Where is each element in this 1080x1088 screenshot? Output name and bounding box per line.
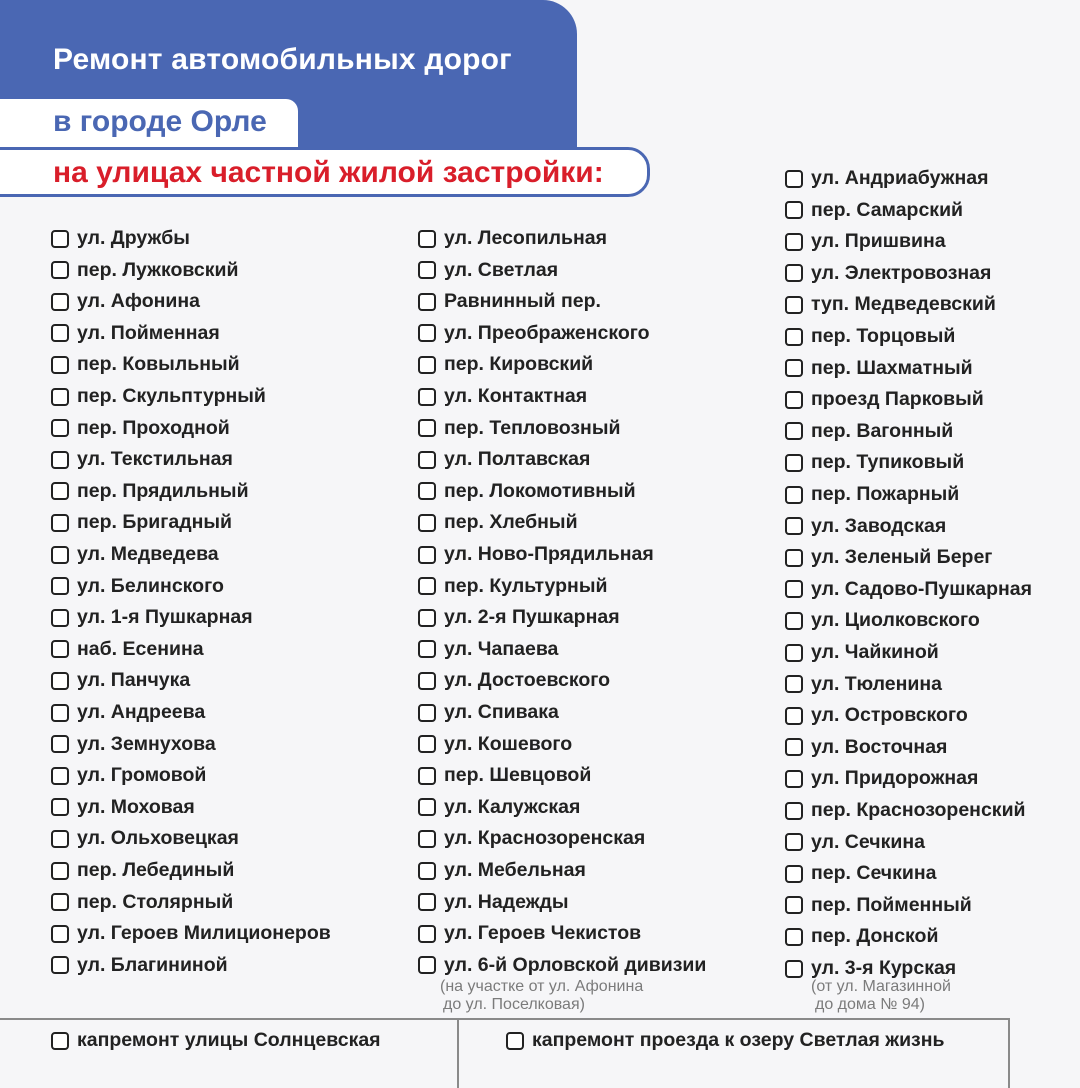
checkbox[interactable]	[51, 388, 69, 406]
street-item[interactable]	[51, 954, 228, 977]
street-item[interactable]	[785, 325, 955, 348]
street-label: ул. Пойменная	[77, 321, 220, 344]
checkbox[interactable]	[51, 672, 69, 690]
checkbox[interactable]	[51, 482, 69, 500]
checkbox[interactable]	[51, 419, 69, 437]
street-item[interactable]	[51, 290, 200, 313]
street-label: пер. Торцовый	[811, 325, 956, 347]
street-label: ул. Сечкина	[811, 830, 925, 853]
street-label: ул. Калужская	[444, 795, 581, 818]
street-item[interactable]	[51, 669, 190, 692]
checkbox[interactable]	[51, 609, 69, 627]
street-label: ул. Афонина	[77, 290, 200, 313]
street-item[interactable]	[785, 293, 996, 316]
street-item[interactable]	[418, 290, 601, 313]
street-label: пер. Прядильный	[77, 479, 249, 502]
checkbox[interactable]	[785, 264, 803, 282]
street-item[interactable]	[418, 480, 636, 503]
street-label: ул. Ново-Прядильная	[444, 543, 654, 565]
checkbox[interactable]	[418, 925, 436, 943]
street-item[interactable]	[51, 891, 233, 914]
street-label: пер. Донской	[811, 925, 939, 948]
checkbox[interactable]	[418, 230, 436, 248]
checkbox[interactable]	[418, 704, 436, 722]
street-item[interactable]	[51, 480, 249, 503]
street-item[interactable]	[51, 922, 331, 945]
street-item[interactable]	[418, 575, 607, 598]
checkbox[interactable]	[51, 1032, 69, 1050]
checkbox[interactable]	[418, 577, 436, 595]
checkbox[interactable]	[51, 893, 69, 911]
street-label: проезд Парковый	[811, 388, 984, 411]
street-item[interactable]	[51, 322, 220, 345]
street-label: ул. Заводская	[811, 514, 947, 537]
street-item[interactable]	[785, 167, 989, 190]
street-label: ул. 3-я Курская	[811, 957, 957, 979]
street-item[interactable]	[51, 606, 253, 629]
street-item[interactable]	[418, 922, 641, 945]
checkbox[interactable]	[51, 293, 69, 311]
checkbox[interactable]	[785, 580, 803, 598]
street-label: ул. Садово-Пушкарная	[811, 577, 1033, 600]
checkbox[interactable]	[418, 767, 436, 785]
street-item[interactable]	[785, 451, 964, 474]
street-label: ул. Лесопильная	[444, 227, 607, 249]
street-item[interactable]	[785, 894, 972, 917]
checkbox[interactable]	[418, 419, 436, 437]
street-item[interactable]	[418, 827, 645, 850]
street-item[interactable]	[418, 954, 706, 977]
street-item[interactable]	[418, 733, 572, 756]
checkbox[interactable]	[418, 640, 436, 658]
street-label: ул. Героев Чекистов	[444, 922, 642, 945]
street-item[interactable]	[785, 515, 946, 538]
street-label: пер. Культурный	[444, 574, 608, 597]
street-item[interactable]	[785, 262, 991, 285]
checkbox[interactable]	[785, 517, 803, 535]
checkbox[interactable]	[51, 324, 69, 342]
street-item[interactable]	[418, 353, 593, 376]
checkbox[interactable]	[785, 486, 803, 504]
checkbox[interactable]	[51, 230, 69, 248]
street-label: ул. Восточная	[811, 735, 948, 758]
street-label: ул. Андриабужная	[811, 167, 989, 189]
street-item[interactable]	[785, 578, 1032, 601]
street-item[interactable]	[51, 511, 232, 534]
checkbox[interactable]	[785, 328, 803, 346]
street-item[interactable]	[785, 641, 939, 664]
checkbox[interactable]	[418, 388, 436, 406]
street-item[interactable]	[785, 609, 980, 632]
street-label: ул. Кошевого	[444, 732, 573, 755]
note-line: (на участке от ул. Афонина	[440, 978, 644, 995]
section-heading: на улицах частной жилой застройки:	[53, 156, 604, 189]
street-label: пер. Скульптурный	[77, 385, 266, 407]
street-label: ул. Надежды	[444, 890, 569, 913]
street-label: ул. Благининой	[77, 953, 228, 976]
checkbox[interactable]	[51, 546, 69, 564]
checkbox[interactable]	[785, 644, 803, 662]
checkbox[interactable]	[785, 770, 803, 788]
street-item[interactable]	[51, 827, 239, 850]
checkbox[interactable]	[418, 893, 436, 911]
checkbox[interactable]	[785, 928, 803, 946]
checkbox[interactable]	[785, 201, 803, 219]
street-item[interactable]	[51, 259, 238, 282]
street-item[interactable]	[51, 448, 233, 471]
street-item[interactable]	[51, 385, 266, 408]
street-item[interactable]	[418, 891, 569, 914]
street-item[interactable]	[418, 638, 558, 661]
checkbox[interactable]	[418, 482, 436, 500]
street-label: ул. Контактная	[444, 385, 588, 407]
checkbox[interactable]	[785, 833, 803, 851]
street-item[interactable]	[418, 448, 590, 471]
checkbox[interactable]	[785, 296, 803, 314]
street-item[interactable]	[785, 483, 959, 506]
street-item[interactable]	[51, 575, 224, 598]
checkbox[interactable]	[51, 514, 69, 532]
checkbox[interactable]	[51, 451, 69, 469]
street-label: ул. Зеленый Берег	[811, 546, 993, 569]
street-item[interactable]	[418, 259, 558, 282]
street-label: ул. Пришвина	[811, 230, 946, 253]
street-label: пер. Краснозоренский	[811, 799, 1026, 821]
checkbox[interactable]	[51, 925, 69, 943]
street-item[interactable]	[418, 322, 650, 345]
street-item[interactable]	[51, 764, 206, 787]
checkbox[interactable]	[51, 862, 69, 880]
capital-repair-label: капремонт проезда к озеру Светлая жизнь	[532, 1029, 945, 1051]
checkbox[interactable]	[418, 798, 436, 816]
street-label: ул. Светлая	[444, 258, 559, 281]
checkbox[interactable]	[785, 422, 803, 440]
street-item[interactable]	[418, 511, 578, 534]
street-label: Равнинный пер.	[444, 290, 601, 313]
street-label: ул. Чайкиной	[811, 641, 939, 663]
note-line: (от ул. Магазинной	[811, 978, 951, 995]
checkbox[interactable]	[785, 675, 803, 693]
street-item[interactable]	[418, 764, 591, 787]
street-label: ул. Моховая	[77, 795, 195, 818]
street-label: ул. Дружбы	[77, 227, 190, 249]
street-item[interactable]	[785, 230, 946, 253]
checkbox[interactable]	[785, 170, 803, 188]
street-label: ул. Спивака	[444, 701, 559, 723]
street-label: ул. Героев Милиционеров	[77, 922, 331, 945]
street-note-3rd-kurskaya	[811, 978, 951, 1014]
street-label: ул. Панчука	[77, 669, 191, 692]
street-label: пер. Самарский	[811, 198, 964, 221]
street-item[interactable]	[418, 606, 620, 629]
checkbox[interactable]	[418, 261, 436, 279]
checkbox[interactable]	[785, 612, 803, 630]
street-item[interactable]	[418, 417, 620, 440]
checkbox[interactable]	[785, 391, 803, 409]
street-item[interactable]	[51, 543, 219, 566]
note-line: до ул. Поселковая)	[443, 996, 585, 1013]
street-item[interactable]	[785, 357, 973, 380]
checkbox[interactable]	[51, 735, 69, 753]
street-label: ул. Ольховецкая	[77, 827, 239, 850]
street-label: ул. Медведева	[77, 543, 219, 565]
capital-repair-label: капремонт улицы Солнцевская	[77, 1029, 381, 1051]
checkbox[interactable]	[785, 865, 803, 883]
street-item[interactable]	[418, 701, 559, 724]
street-item[interactable]	[51, 859, 234, 882]
street-label: наб. Есенина	[77, 637, 204, 660]
checkbox[interactable]	[785, 960, 803, 978]
street-item[interactable]	[418, 227, 607, 250]
street-label: пер. Пойменный	[811, 893, 972, 916]
street-label: пер. Бригадный	[77, 511, 233, 534]
street-item[interactable]	[418, 796, 580, 819]
street-label: ул. Тюленина	[811, 672, 942, 695]
street-label: пер. Тепловозный	[444, 416, 621, 439]
street-item[interactable]	[785, 388, 984, 411]
street-item[interactable]	[51, 796, 195, 819]
street-label: ул. Андреева	[77, 701, 206, 723]
checkbox[interactable]	[51, 261, 69, 279]
street-item[interactable]	[785, 831, 925, 854]
street-label: пер. Проходной	[77, 416, 230, 439]
checkbox[interactable]	[51, 577, 69, 595]
street-label: ул. Достоевского	[444, 669, 611, 692]
checkbox[interactable]	[418, 862, 436, 880]
note-line: до дома № 94)	[815, 996, 925, 1013]
street-note-6th-division	[440, 978, 643, 1014]
street-label: ул. Чапаева	[444, 637, 559, 660]
street-label: ул. Придорожная	[811, 767, 979, 790]
street-label: ул. Белинского	[77, 574, 224, 597]
street-label: пер. Локомотивный	[444, 479, 636, 502]
street-label: пер. Шахматный	[811, 356, 973, 379]
street-item[interactable]	[785, 925, 938, 948]
street-item[interactable]	[51, 701, 205, 724]
checkbox[interactable]	[418, 451, 436, 469]
street-item[interactable]	[418, 543, 654, 566]
street-label: ул. Текстильная	[77, 448, 233, 471]
checkbox[interactable]	[418, 293, 436, 311]
street-item[interactable]	[51, 638, 204, 661]
street-label: ул. 2-я Пушкарная	[444, 606, 620, 629]
checkbox[interactable]	[418, 735, 436, 753]
checkbox[interactable]	[418, 356, 436, 374]
street-label: ул. Громовой	[77, 764, 207, 787]
checkbox[interactable]	[418, 324, 436, 342]
street-label: пер. Лебединый	[77, 859, 235, 881]
checkbox[interactable]	[418, 514, 436, 532]
street-label: ул. Островского	[811, 704, 968, 727]
checkbox[interactable]	[51, 956, 69, 974]
city-subtitle: в городе Орле	[53, 105, 267, 138]
street-label: ул. 1-я Пушкарная	[77, 606, 253, 629]
street-label: ул. Полтавская	[444, 448, 591, 471]
street-item[interactable]	[785, 862, 937, 885]
street-label: пер. Ковыльный	[77, 353, 240, 376]
street-item[interactable]	[785, 199, 963, 222]
checkbox[interactable]	[785, 454, 803, 472]
street-label: пер. Шевцовой	[444, 764, 592, 787]
street-item[interactable]	[418, 385, 587, 408]
checkbox[interactable]	[506, 1032, 524, 1050]
street-item[interactable]	[51, 227, 190, 250]
checkbox[interactable]	[418, 830, 436, 848]
street-item[interactable]	[785, 767, 978, 790]
checkbox[interactable]	[51, 356, 69, 374]
checkbox[interactable]	[418, 672, 436, 690]
street-item[interactable]	[51, 733, 216, 756]
checkbox[interactable]	[51, 798, 69, 816]
street-label: пер. Кировский	[444, 353, 594, 376]
street-label: ул. Циолковского	[811, 609, 980, 632]
checkbox[interactable]	[418, 956, 436, 974]
frame-divider	[457, 1018, 459, 1088]
checkbox[interactable]	[785, 738, 803, 756]
checkbox[interactable]	[785, 359, 803, 377]
street-label: ул. Земнухова	[77, 732, 216, 755]
street-label: ул. Электровозная	[811, 261, 992, 284]
capital-repair-item-right[interactable]	[506, 1029, 945, 1052]
street-label: пер. Хлебный	[444, 511, 578, 534]
checkbox[interactable]	[51, 640, 69, 658]
checkbox[interactable]	[785, 802, 803, 820]
street-item[interactable]	[785, 673, 942, 696]
street-item[interactable]	[51, 353, 240, 376]
street-item[interactable]	[785, 546, 992, 569]
street-label: пер. Тупиковый	[811, 451, 965, 474]
street-label: пер. Пожарный	[811, 483, 960, 505]
street-item[interactable]	[785, 957, 956, 980]
checkbox[interactable]	[51, 830, 69, 848]
street-item[interactable]	[418, 669, 610, 692]
street-label: пер. Сечкина	[811, 862, 937, 885]
page-title: Ремонт автомобильных дорог	[53, 43, 512, 76]
street-label: ул. Преображенского	[444, 321, 650, 344]
checkbox[interactable]	[785, 707, 803, 725]
street-label: пер. Лужковский	[77, 258, 239, 281]
street-label: пер. Вагонный	[811, 419, 954, 442]
street-label: туп. Медведевский	[811, 293, 996, 316]
checkbox[interactable]	[418, 546, 436, 564]
street-item[interactable]	[418, 859, 586, 882]
checkbox[interactable]	[785, 896, 803, 914]
street-item[interactable]	[785, 736, 947, 759]
checkbox[interactable]	[785, 549, 803, 567]
street-label: ул. Краснозоренская	[444, 827, 646, 850]
street-label: ул. Мебельная	[444, 859, 586, 881]
checkbox[interactable]	[785, 233, 803, 251]
street-label: ул. 6-й Орловской дивизии	[444, 953, 707, 976]
street-item[interactable]	[785, 420, 953, 443]
checkbox[interactable]	[418, 609, 436, 627]
checkbox[interactable]	[51, 704, 69, 722]
street-label: пер. Столярный	[77, 890, 234, 913]
street-item[interactable]	[785, 704, 968, 727]
capital-repair-item-left[interactable]	[51, 1029, 381, 1052]
street-item[interactable]	[785, 799, 1026, 822]
street-item[interactable]	[51, 417, 230, 440]
checkbox[interactable]	[51, 767, 69, 785]
